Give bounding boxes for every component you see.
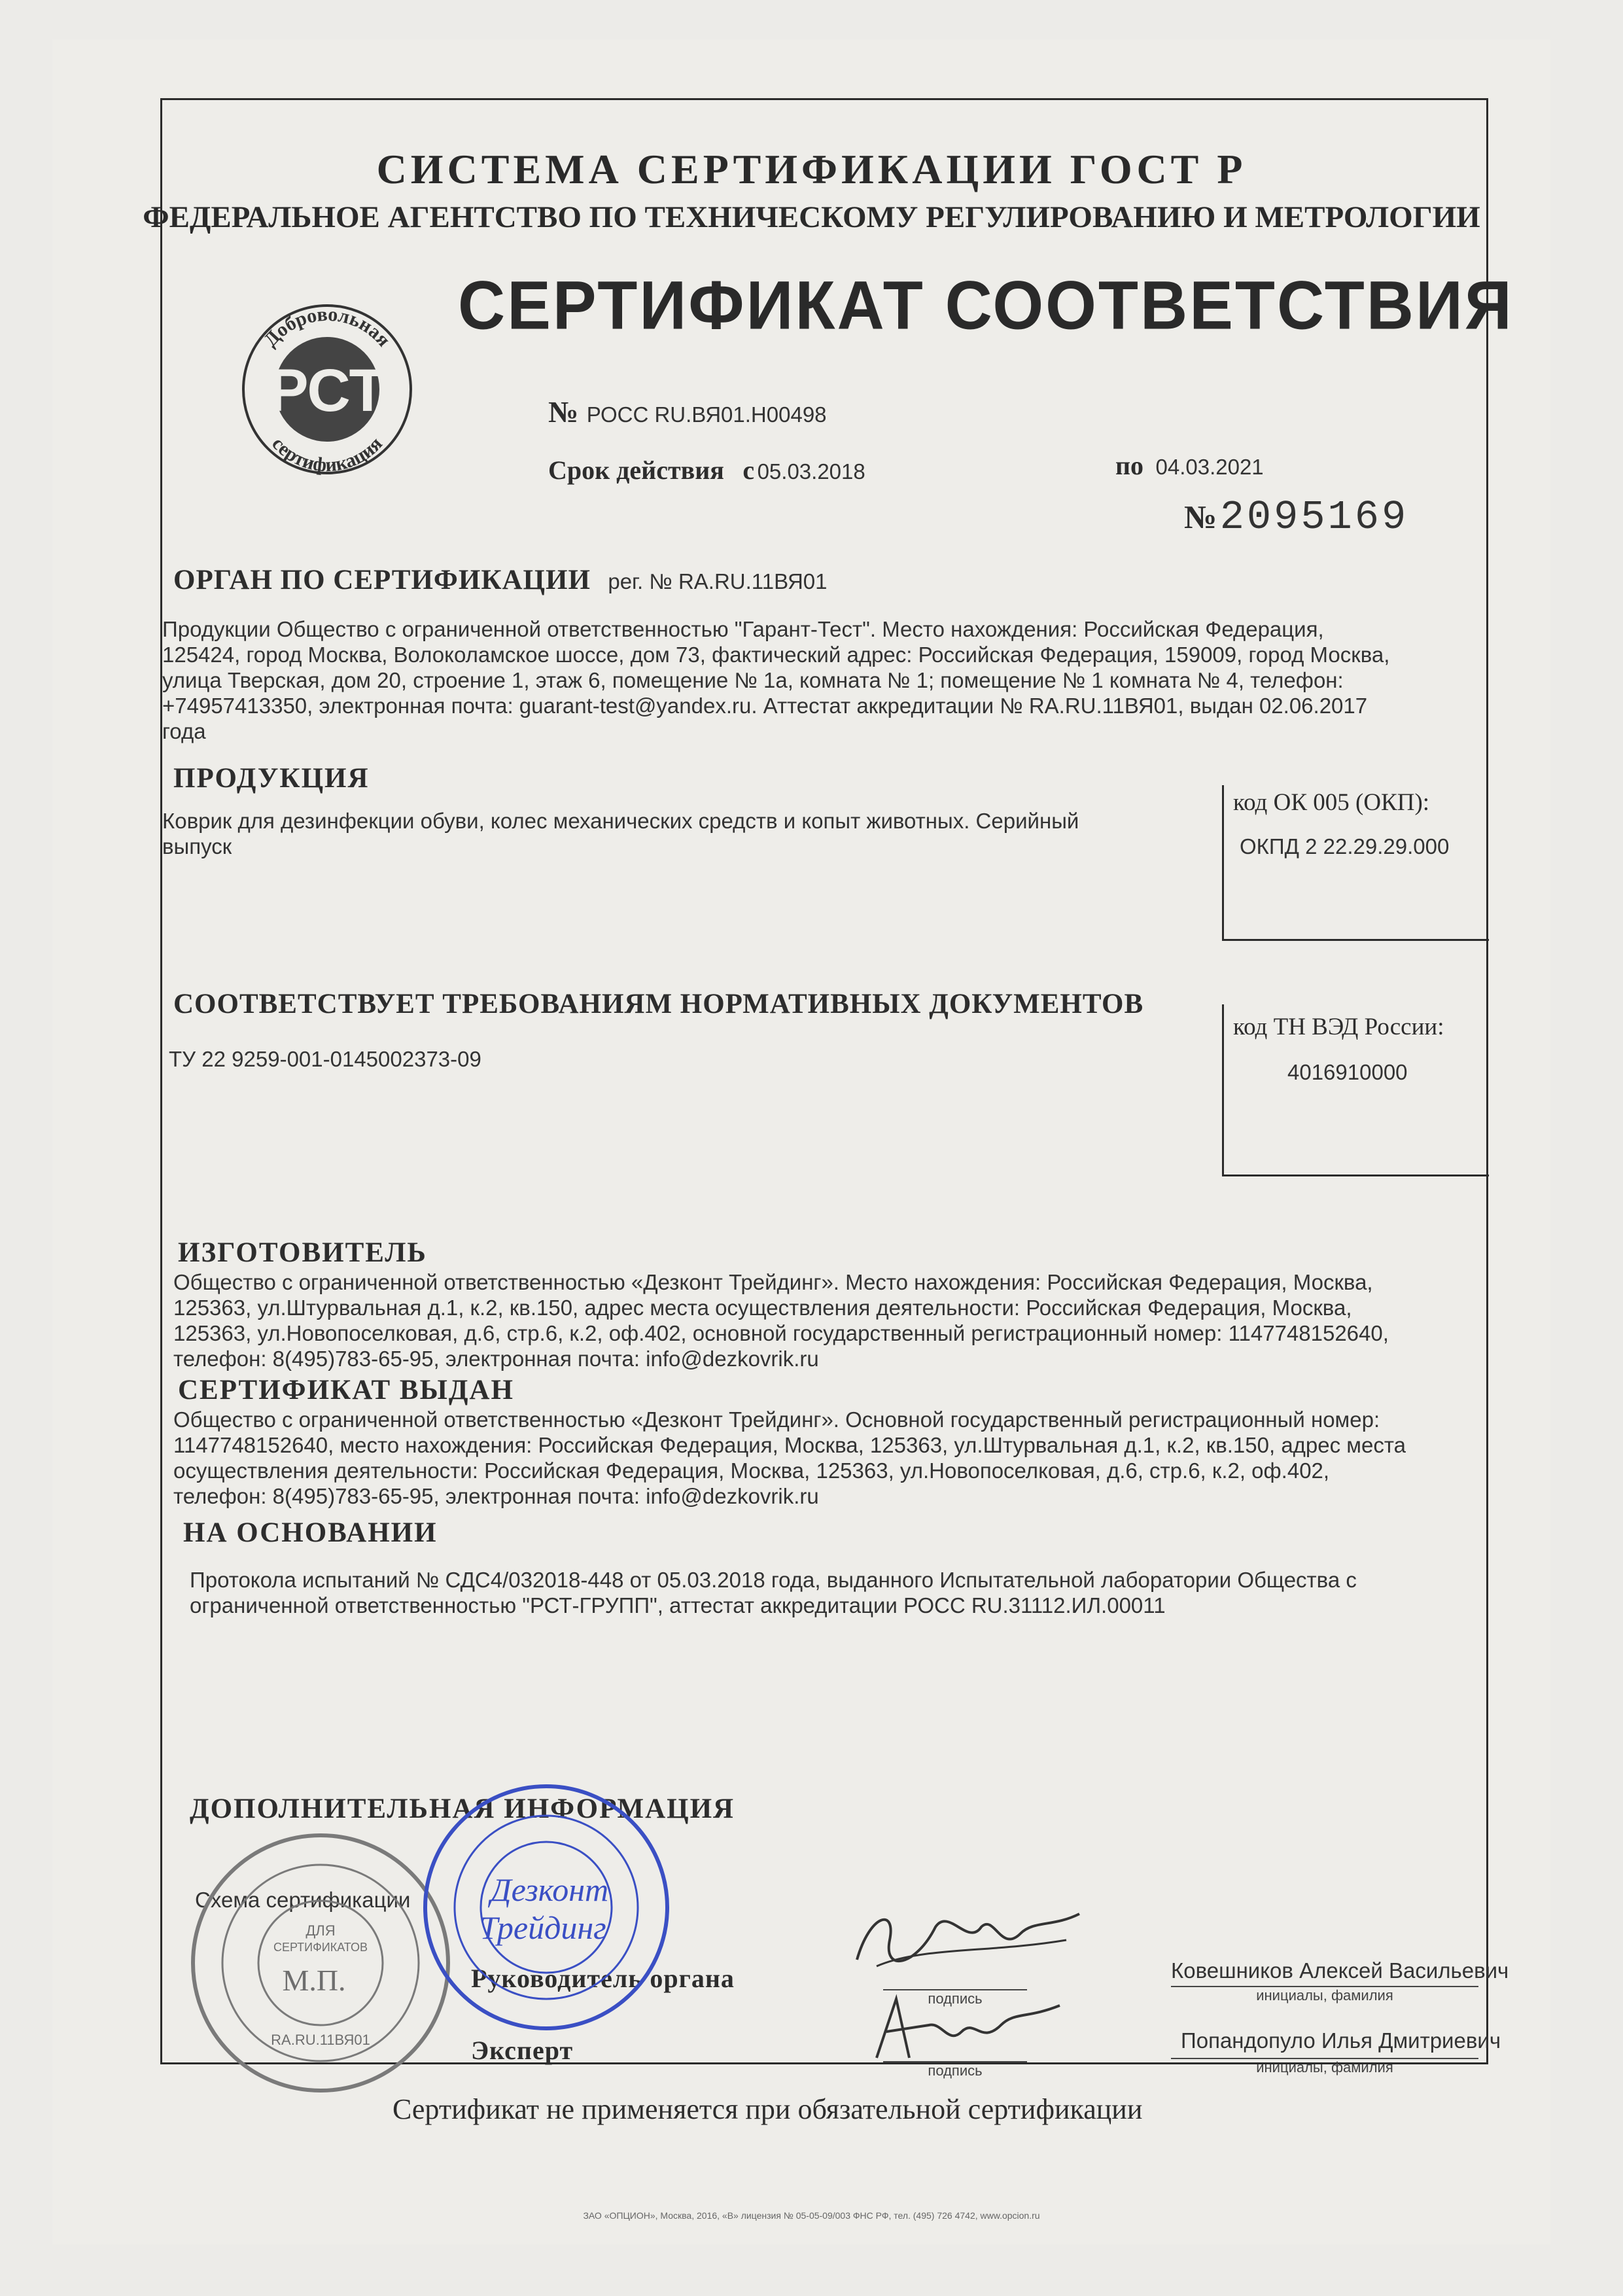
form-number-row bbox=[1184, 494, 1408, 540]
validity-label: Срок действия bbox=[548, 455, 724, 485]
printer-footer: ЗАО «ОПЦИОН», Москва, 2016, «В» лицензия № 05-05-09/003 ФНС РФ, тел. (495) 726 4742, www.opcion.ru bbox=[583, 2210, 1040, 2221]
validity-row bbox=[548, 455, 865, 486]
gost-logo bbox=[232, 291, 422, 481]
manufacturer-line: 125363, ул.Штурвальная д.1, к.2, кв.150, адрес места осуществления деятельности: Российская Федерация, Москва, bbox=[173, 1296, 1352, 1320]
organ-stamp-inner-1: ДЛЯ bbox=[305, 1922, 336, 1939]
cert-number: РОСС RU.ВЯ01.Н00498 bbox=[586, 402, 827, 427]
norms-doc: ТУ 22 9259-001-0145002373-09 bbox=[169, 1047, 481, 1071]
company-stamp bbox=[415, 1776, 677, 2038]
head-sign-caption: подпись bbox=[928, 1990, 983, 2007]
organ-line: +74957413350, электронная почта: guarant-test@yandex.ru. Аттестат аккредитации № RA.RU.11ВЯ01, выдан 02.06.2017 bbox=[162, 694, 1368, 718]
validity-to: 04.03.2021 bbox=[1155, 455, 1264, 479]
organ-line: Продукции Общество с ограниченной ответственностью "Гарант-Тест". Место нахождения: Российская Федерация, bbox=[162, 617, 1324, 641]
issued-line: осуществления деятельности: Российская Федерация, Москва, 125363, ул.Новопоселковая, д.6, стр.6, к.2, оф.402, bbox=[173, 1458, 1330, 1483]
company-stamp-name-1: Дезконт bbox=[490, 1871, 609, 1908]
organ-stamp-reg: RA.RU.11ВЯ01 bbox=[271, 2032, 370, 2048]
issued-line: 1147748152640, место нахождения: Российская Федерация, Москва, 125363, ул.Штурвальная д.1, к.2, кв.150, адрес места bbox=[173, 1433, 1406, 1457]
organ-line: улица Тверская, дом 20, строение 1, этаж 6, помещение № 1а, комната № 1; помещение № 1 комната № 4, телефон: bbox=[162, 668, 1344, 692]
manufacturer-line: 125363, ул.Новопоселковая, д.6, стр.6, к.2, оф.402, основной государственный регистрационный номер: 1147748152640, bbox=[173, 1321, 1389, 1345]
expert-name-caption: инициалы, фамилия bbox=[1256, 2059, 1393, 2075]
validity-to-row bbox=[1115, 450, 1264, 481]
validity-from: 05.03.2018 bbox=[757, 459, 865, 484]
okp-code: ОКПД 2 22.29.29.000 bbox=[1240, 834, 1450, 858]
head-name-caption: инициалы, фамилия bbox=[1256, 1987, 1393, 2004]
tnved-code-label: код ТН ВЭД России: bbox=[1233, 1014, 1444, 1040]
scheme-label: Схема сертификации bbox=[195, 1888, 411, 1912]
form-number-label: № bbox=[1184, 499, 1217, 535]
issued-heading: СЕРТИФИКАТ ВЫДАН bbox=[178, 1375, 514, 1405]
validity-from-label: с bbox=[742, 455, 755, 485]
logo-top-text: Добровольная bbox=[259, 303, 395, 351]
expert-signature-label: Эксперт bbox=[471, 2036, 574, 2065]
system-title: СИСТЕМА СЕРТИФИКАЦИИ ГОСТ Р bbox=[376, 146, 1247, 192]
organ-text bbox=[162, 616, 1477, 744]
tnved-code: 4016910000 bbox=[1287, 1060, 1408, 1084]
manufacturer-heading: ИЗГОТОВИТЕЛЬ bbox=[178, 1237, 427, 1268]
expert-name: Попандопуло Илья Дмитриевич bbox=[1181, 2028, 1501, 2053]
organ-stamp-inner-2: СЕРТИФИКАТОВ bbox=[273, 1941, 368, 1954]
basis-line: ограниченной ответственностью "РСТ-ГРУПП", аттестат аккредитации РОСС RU.31112.ИЛ.00011 bbox=[190, 1593, 1166, 1617]
issued-text bbox=[173, 1407, 1488, 1509]
head-name: Ковешников Алексей Васильевич bbox=[1171, 1958, 1509, 1983]
norms-heading: СООТВЕТСТВУЕТ ТРЕБОВАНИЯМ НОРМАТИВНЫХ ДОКУМЕНТОВ bbox=[173, 989, 1144, 1019]
cert-number-label: № bbox=[548, 395, 579, 429]
product-text bbox=[162, 808, 1183, 859]
manufacturer-line: Общество с ограниченной ответственностью «Дезконт Трейдинг». Место нахождения: Российская Федерация, Москва, bbox=[173, 1270, 1373, 1294]
organ-heading: ОРГАН ПО СЕРТИФИКАЦИИ bbox=[173, 565, 591, 595]
organ-stamp-mp: М.П. bbox=[282, 1964, 346, 1997]
company-stamp-name-2: Трейдинг bbox=[480, 1909, 606, 1946]
agency-title: ФЕДЕРАЛЬНОЕ АГЕНТСТВО ПО ТЕХНИЧЕСКОМУ РЕГУЛИРОВАНИЮ И МЕТРОЛОГИИ bbox=[143, 200, 1480, 234]
basis-text bbox=[190, 1567, 1485, 1618]
basis-heading: НА ОСНОВАНИИ bbox=[183, 1517, 438, 1548]
organ-reg: рег. № RA.RU.11ВЯ01 bbox=[608, 569, 828, 593]
product-heading: ПРОДУКЦИЯ bbox=[173, 763, 370, 794]
product-line: Коврик для дезинфекции обуви, колес механических средств и копыт животных. Серийный bbox=[162, 809, 1079, 833]
issued-line: телефон: 8(495)783-65-95, электронная почта: info@dezkovrik.ru bbox=[173, 1484, 819, 1508]
logo-bottom-text: сертификация bbox=[268, 433, 387, 476]
form-number: 2095169 bbox=[1219, 494, 1409, 540]
logo-mark: РСТ bbox=[268, 357, 386, 424]
organ-heading-row bbox=[173, 564, 828, 596]
organ-line: года bbox=[162, 719, 206, 743]
organ-line: 125424, город Москва, Волоколамское шоссе, дом 73, фактический адрес: Российская Федерация, 159009, город Москва, bbox=[162, 643, 1390, 667]
certificate-title: СЕРТИФИКАТ СООТВЕТСТВИЯ bbox=[458, 267, 1514, 344]
cert-number-row bbox=[548, 395, 827, 429]
additional-heading: ДОПОЛНИТЕЛЬНАЯ ИНФОРМАЦИЯ bbox=[190, 1793, 735, 1824]
issued-line: Общество с ограниченной ответственностью «Дезконт Трейдинг». Основной государственный регистрационный номер: bbox=[173, 1407, 1380, 1432]
product-line: выпуск bbox=[162, 834, 232, 858]
basis-line: Протокола испытаний № СДС4/032018-448 от 05.03.2018 года, выданного Испытательной лаборатории Общества с bbox=[190, 1568, 1357, 1592]
manufacturer-line: телефон: 8(495)783-65-95, электронная почта: info@dezkovrik.ru bbox=[173, 1347, 819, 1371]
validity-to-label: по bbox=[1115, 451, 1144, 480]
head-signature-label: Руководитель органа bbox=[471, 1964, 735, 1993]
manufacturer-text bbox=[173, 1269, 1488, 1371]
head-signature bbox=[844, 1901, 1092, 1986]
okp-code-label: код ОК 005 (ОКП): bbox=[1233, 789, 1430, 816]
notice: Сертификат не применяется при обязательной сертификации bbox=[393, 2093, 1143, 2125]
expert-sign-caption: подпись bbox=[928, 2062, 983, 2079]
